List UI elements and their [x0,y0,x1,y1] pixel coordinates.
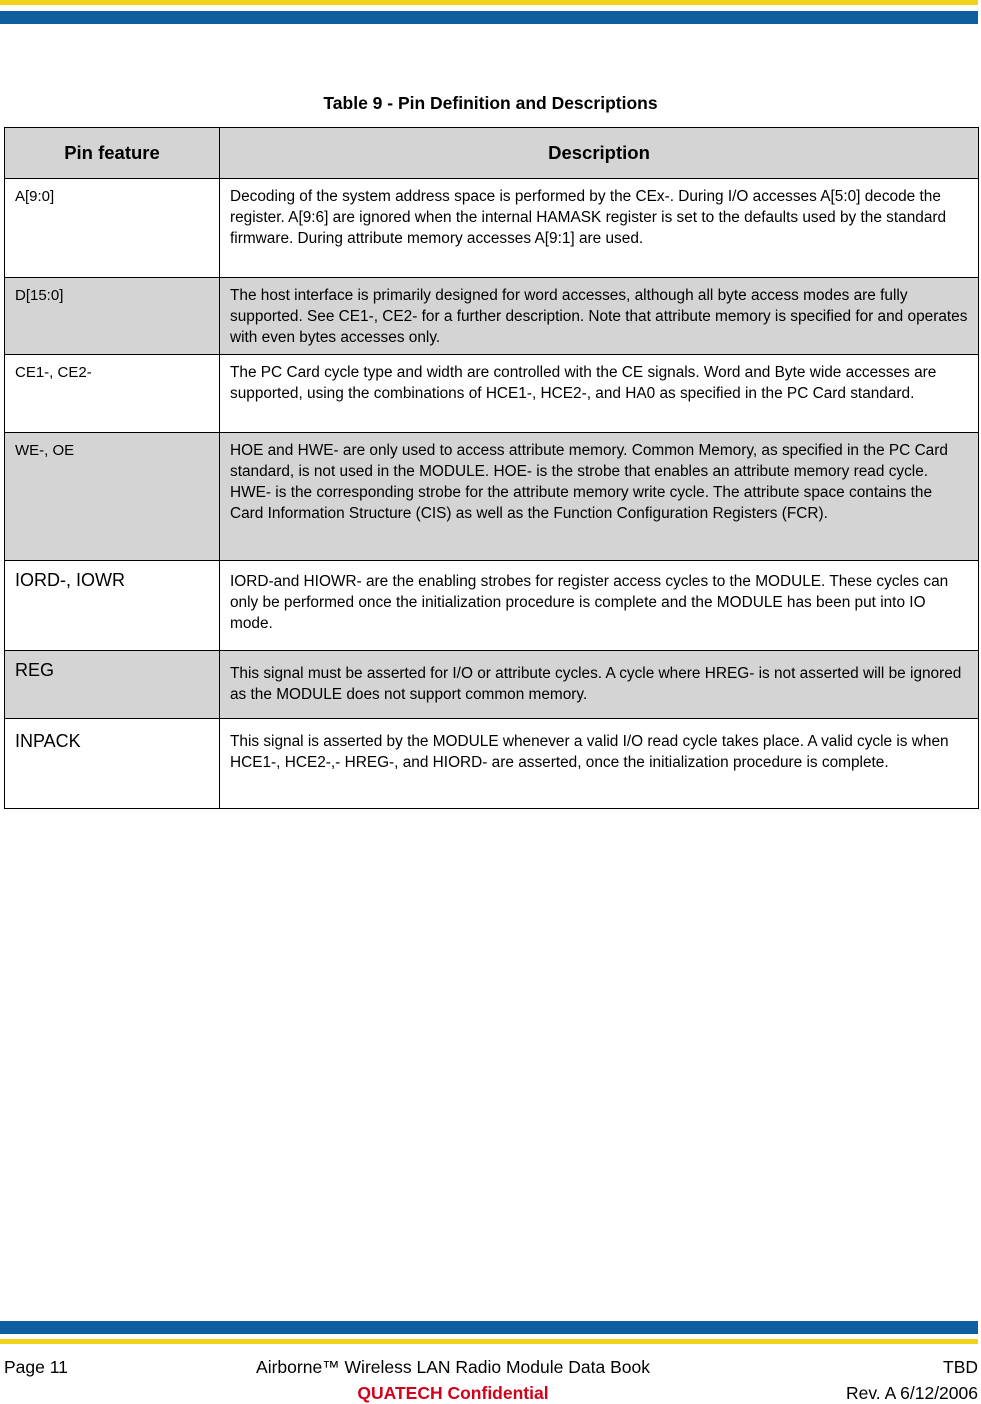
header-yellow-band [0,0,978,5]
pin-definition-table [4,127,979,809]
description-cell: The PC Card cycle type and width are controlled with the CE signals. Word and Byte wide accesses are supported, using the combinations of HCE1-, HCE2-, and HA0 as specified in the PC Card standard. [220,355,979,433]
pin-cell: WE-, OE [5,433,220,561]
table-row [5,355,979,433]
description-cell: Decoding of the system address space is performed by the CEx-. During I/O accesses A[5:0] decode the register. A[9:6] are ignored when the internal HAMASK register is set to the defaults used by the standard firmware. During attribute memory accesses A[9:1] are used. [220,179,979,278]
footer-yellow-band [0,1339,978,1344]
document-status: TBD [943,1357,978,1377]
table-row [5,561,979,651]
pin-cell: IORD-, IOWR [5,561,220,651]
pin-cell: D[15:0] [5,278,220,355]
table-row [5,719,979,809]
footer-blue-band [0,1321,978,1334]
revision-label: Rev. A 6/12/2006 [845,1383,978,1403]
pin-cell: CE1-, CE2- [5,355,220,433]
header-blue-band [0,11,978,24]
table-row [5,651,979,719]
pin-cell: INPACK [5,719,220,809]
book-title: Airborne™ Wireless LAN Radio Module Data Book [256,1357,650,1377]
table-title: Table 9 - Pin Definition and Descriptions [323,93,658,113]
table-row [5,179,979,278]
description-cell: This signal is asserted by the MODULE whenever a valid I/O read cycle takes place. A valid cycle is when HCE1-, HCE2-,- HREG-, and HIORD- are asserted, once the initialization procedure is complete. [220,719,979,809]
description-cell: IORD-and HIOWR- are the enabling strobes for register access cycles to the MODULE. These cycles can only be performed once the initialization procedure is complete and the MODULE has been put into IO mode. [220,561,979,651]
table-header-row [5,128,979,179]
description-cell: The host interface is primarily designed for word accesses, although all byte access modes are fully supported. See CE1-, CE2- for a further description. Note that attribute memory is specified for and operates with even bytes accesses only. [220,278,979,355]
confidential-label: QUATECH Confidential [357,1383,549,1403]
header-pin-feature: Pin feature [5,128,220,179]
table-row [5,433,979,561]
description-cell: This signal must be asserted for I/O or attribute cycles. A cycle where HREG- is not asserted will be ignored as the MODULE does not support common memory. [220,651,979,719]
description-cell: HOE and HWE- are only used to access attribute memory. Common Memory, as specified in the PC Card standard, is not used in the MODULE. HOE- is the strobe that enables an attribute memory read cycle. HWE- is the corresponding strobe for the attribute memory write cycle. The attribute space contains the Card Information Structure (CIS) as well as the Function Configuration Registers (FCR). [220,433,979,561]
table-row [5,278,979,355]
header-description: Description [220,128,979,179]
pin-cell: A[9:0] [5,179,220,278]
pin-cell: REG [5,651,220,719]
page-number: Page 11 [4,1357,68,1377]
